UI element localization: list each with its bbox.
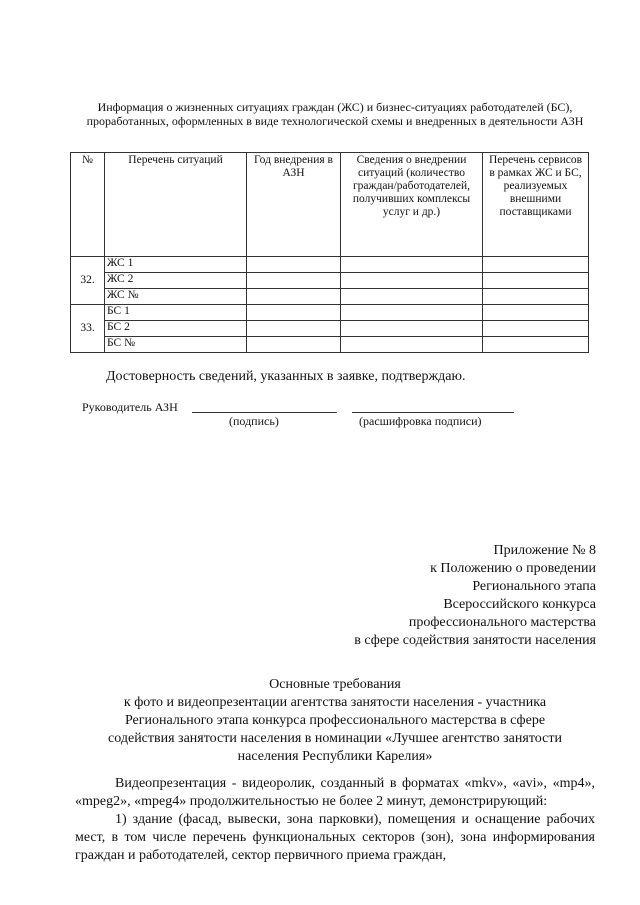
appendix-line: Всероссийского конкурса [443, 597, 596, 612]
table-row [71, 289, 589, 305]
empty-cell [483, 337, 589, 353]
appendix-line: профессионального мастерства [408, 615, 596, 630]
table-row [71, 305, 589, 321]
appendix-line: Приложение № 8 [493, 543, 596, 558]
confirmation-text: Достоверность сведений, указанных в заявке, подтверждаю. [106, 369, 466, 384]
table-row [71, 321, 589, 337]
header-implementation: Сведения о внедрении ситуаций (количество граждан/работодателей, получивших комплексы услуг и др.) [341, 153, 483, 257]
situation-cell: ЖС 1 [105, 257, 247, 273]
empty-cell [247, 337, 341, 353]
table-row [71, 257, 589, 273]
appendix-line: в сфере содействия занятости населения [354, 633, 596, 648]
row-number: 33. [71, 305, 105, 353]
requirements-heading: Основные требования [269, 677, 401, 692]
signature-label: Руководитель АЗН [82, 400, 178, 414]
situation-cell: ЖС 2 [105, 273, 247, 289]
signature-block [82, 400, 542, 430]
empty-cell [247, 257, 341, 273]
empty-cell [341, 305, 483, 321]
header-year: Год внедрения в АЗН [247, 153, 341, 257]
situations-table [70, 152, 589, 353]
requirements-title [70, 676, 600, 766]
body-paragraph: 1) здание (фасад, вывески, зона парковки), помещения и оснащение рабочих мест, в том числе перечень функциональных секторов (зон), зона информирования граждан и работодателей, сектор первичного приема граждан, [75, 812, 595, 863]
empty-cell [247, 289, 341, 305]
requirements-line: содействия занятости населения в номинации «Лучшее агентство занятости [108, 731, 562, 746]
requirements-line: Регионального этапа конкурса профессионального мастерства в сфере [124, 713, 546, 728]
header-situations: Перечень ситуаций [105, 153, 247, 257]
requirements-line: населения Республики Карелия» [237, 749, 433, 764]
empty-cell [247, 321, 341, 337]
body-text [75, 775, 595, 865]
requirements-line: к фото и видеопрезентации агентства занятости населения - участника [123, 695, 547, 710]
table-row [71, 273, 589, 289]
empty-cell [483, 305, 589, 321]
empty-cell [341, 289, 483, 305]
situation-cell: ЖС № [105, 289, 247, 305]
header-services: Перечень сервисов в рамках ЖС и БС, реализуемых внешними поставщиками [483, 153, 589, 257]
body-paragraph: Видеопрезентация - видеоролик, созданный в форматах «mkv», «avi», «mp4», «mpeg2», «mpeg4» продолжительностью не более 2 минут, демонстрирующий: [75, 776, 595, 809]
row-number: 32. [71, 257, 105, 305]
table-row [71, 337, 589, 353]
empty-cell [483, 257, 589, 273]
empty-cell [247, 305, 341, 321]
situation-cell: БС 1 [105, 305, 247, 321]
signature-line [192, 412, 337, 413]
empty-cell [341, 321, 483, 337]
table-header-row [71, 153, 589, 257]
empty-cell [483, 273, 589, 289]
signature-decode-caption: (расшифровка подписи) [359, 414, 482, 428]
empty-cell [341, 273, 483, 289]
empty-cell [483, 289, 589, 305]
empty-cell [341, 337, 483, 353]
appendix-line: к Положению о проведении [430, 561, 596, 576]
empty-cell [483, 321, 589, 337]
appendix-header [266, 542, 596, 650]
empty-cell [341, 257, 483, 273]
intro-title: Информация о жизненных ситуациях граждан (ЖС) и бизнес-ситуациях работодателей (БС), проработанных, оформленных в виде технологической схемы и внедренных в деятельности АЗН [86, 100, 584, 128]
situation-cell: БС 2 [105, 321, 247, 337]
header-number: № [71, 153, 105, 257]
empty-cell [247, 273, 341, 289]
signature-caption: (подпись) [229, 414, 279, 428]
situation-cell: БС № [105, 337, 247, 353]
appendix-line: Регионального этапа [472, 579, 596, 594]
signature-decode-line [352, 412, 514, 413]
